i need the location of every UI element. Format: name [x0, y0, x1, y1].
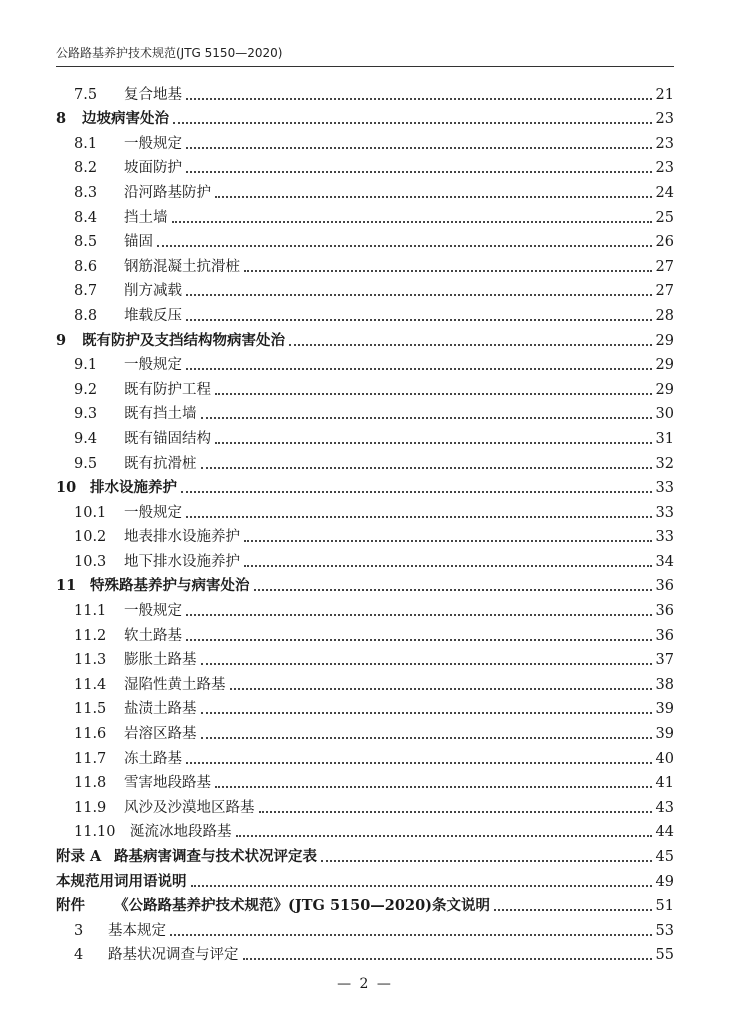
toc-entry[interactable] [56, 818, 674, 843]
toc-entry-title: 风沙及沙漠地区路基 [124, 799, 255, 816]
toc-entry-title: 锚固 [124, 234, 153, 251]
toc-entry-title: 既有防护工程 [124, 381, 211, 398]
toc-entry-number: 3 [74, 922, 84, 939]
toc-leader-dots [186, 613, 652, 616]
toc-entry[interactable] [56, 326, 674, 351]
toc-entry[interactable] [56, 916, 674, 941]
toc-entry-title: 既有锚固结构 [124, 430, 211, 447]
toc-entry[interactable] [56, 572, 674, 597]
toc-entry-page: 44 [655, 824, 674, 841]
toc-entry-page: 23 [655, 160, 674, 177]
toc-entry[interactable] [56, 228, 674, 253]
toc-leader-dots [215, 785, 652, 788]
toc-entry-title: 堆载反压 [124, 307, 182, 324]
toc-entry-number: 附件 [56, 897, 85, 915]
toc-entry-page: 36 [655, 603, 674, 620]
toc-entry-title: 复合地基 [124, 86, 182, 103]
toc-entry-title: 岩溶区路基 [124, 726, 197, 743]
toc-entry-page: 55 [655, 947, 674, 964]
toc-leader-dots [201, 711, 652, 714]
toc-entry-title: 湿陷性黄土路基 [124, 676, 226, 693]
toc-entry-title: 路基状况调查与评定 [108, 947, 239, 964]
toc-entry[interactable] [56, 277, 674, 302]
toc-leader-dots [186, 515, 652, 518]
toc-entry-page: 39 [655, 701, 674, 718]
toc-leader-dots [186, 761, 652, 764]
toc-leader-dots [243, 957, 652, 960]
toc-entry-page: 37 [655, 652, 674, 669]
toc-leader-dots [191, 884, 652, 887]
toc-entry[interactable] [56, 375, 674, 400]
toc-entry-title: 地下排水设施养护 [124, 553, 240, 570]
toc-entry-number: 9.4 [74, 430, 98, 447]
toc-entry[interactable] [56, 744, 674, 769]
toc-entry-page: 45 [655, 849, 674, 865]
toc-leader-dots [215, 392, 652, 395]
toc-entry[interactable] [56, 449, 674, 474]
toc-entry-page: 41 [655, 775, 674, 792]
toc-entry[interactable] [56, 842, 674, 867]
toc-entry-number: 11.2 [74, 627, 107, 644]
toc-entry[interactable] [56, 178, 674, 203]
toc-leader-dots [172, 220, 652, 223]
toc-leader-dots [244, 539, 652, 542]
toc-leader-dots [186, 318, 652, 321]
toc-entry-page: 30 [655, 406, 674, 423]
toc-entry-title: 软土路基 [124, 627, 182, 644]
toc-entry-number: 8.7 [74, 283, 98, 300]
toc-leader-dots [201, 466, 652, 469]
toc-entry-number: 8.4 [74, 209, 98, 226]
toc-entry-title: 一般规定 [124, 504, 182, 521]
toc-entry[interactable] [56, 301, 674, 326]
toc-entry-title: 冻土路基 [124, 750, 182, 767]
toc-entry-page: 29 [655, 332, 674, 349]
toc-entry-number: 8.5 [74, 234, 98, 251]
toc-entry-number: 11.4 [74, 676, 107, 693]
toc-leader-dots [170, 933, 652, 936]
toc-entry[interactable] [56, 474, 674, 499]
toc-entry[interactable] [56, 424, 674, 449]
toc-entry-number: 7.5 [74, 86, 98, 103]
toc-leader-dots [289, 343, 652, 346]
toc-entry-number: 11.9 [74, 799, 107, 816]
toc-entry[interactable] [56, 498, 674, 523]
toc-entry-page: 33 [655, 504, 674, 521]
toc-entry[interactable] [56, 547, 674, 572]
toc-entry-page: 28 [655, 307, 674, 324]
toc-entry-number: 11.5 [74, 701, 107, 718]
toc-entry-number: 11.6 [74, 726, 107, 743]
toc-leader-dots [254, 588, 652, 591]
toc-entry-number: 10 [56, 479, 77, 497]
toc-entry-title: 既有抗滑桩 [124, 455, 197, 472]
toc-entry[interactable] [56, 646, 674, 671]
toc-entry[interactable] [56, 523, 674, 548]
toc-entry-number: 11 [56, 577, 77, 595]
toc-entry-title: 坡面防护 [124, 160, 182, 177]
toc-leader-dots [321, 859, 652, 862]
toc-leader-dots [173, 121, 652, 124]
toc-entry-title: 盐渍土路基 [124, 701, 197, 718]
toc-entry-number: 9 [56, 331, 67, 349]
toc-leader-dots [157, 244, 652, 247]
toc-entry-page: 32 [655, 455, 674, 472]
toc-entry-number: 8.3 [74, 184, 98, 201]
toc-leader-dots [244, 564, 652, 567]
toc-entry[interactable] [56, 867, 674, 892]
toc-entry-number: 附录 A [56, 848, 102, 865]
toc-entry-page: 33 [655, 529, 674, 546]
toc-leader-dots [230, 687, 652, 690]
toc-leader-dots [215, 441, 652, 444]
toc-entry-page: 53 [655, 922, 674, 939]
toc-entry-title: 钢筋混凝土抗滑桩 [124, 258, 240, 275]
toc-entry-number: 8.1 [74, 135, 98, 152]
toc-entry-number: 10.2 [74, 529, 107, 546]
toc-entry-page: 38 [655, 676, 674, 693]
toc-leader-dots [186, 293, 652, 296]
toc-entry-page: 23 [655, 135, 674, 152]
toc-leader-dots [244, 269, 652, 272]
toc-entry-page: 40 [655, 750, 674, 767]
toc-entry-number: 8.6 [74, 258, 98, 275]
toc-entry-page: 26 [655, 234, 674, 251]
toc-leader-dots [186, 170, 652, 173]
toc-entry-page: 33 [655, 480, 674, 497]
toc-entry-title: 挡土墙 [124, 209, 168, 226]
toc-leader-dots [186, 367, 652, 370]
toc-entry-page: 27 [655, 283, 674, 300]
toc-entry-title: 一般规定 [124, 357, 182, 374]
toc-leader-dots [186, 638, 652, 641]
toc-entry-title: 涎流冰地段路基 [130, 824, 232, 841]
toc-entry-page: 29 [655, 357, 674, 374]
toc-entry-number: 4 [74, 947, 84, 964]
toc-entry[interactable] [56, 203, 674, 228]
toc-entry-number: 11.1 [74, 603, 107, 620]
toc-entry-number: 11.3 [74, 652, 107, 669]
toc-leader-dots [494, 908, 652, 911]
toc-entry[interactable] [56, 400, 674, 425]
toc-entry-title: 《公路路基养护技术规范》(JTG 5150—2020)条文说明 [114, 897, 491, 915]
toc-entry-number: 11.7 [74, 750, 107, 767]
toc-leader-dots [181, 490, 652, 493]
toc-entry-page: 34 [655, 553, 674, 570]
toc-leader-dots [236, 834, 652, 837]
toc-entry-number: 8 [56, 110, 67, 128]
toc-entry-page: 21 [655, 86, 674, 103]
toc-entry-title: 基本规定 [108, 922, 166, 939]
toc-leader-dots [259, 810, 652, 813]
toc-entry-page: 23 [655, 111, 674, 128]
toc-entry[interactable] [56, 621, 674, 646]
toc-entry-number: 10.1 [74, 504, 107, 521]
toc-entry[interactable] [56, 941, 674, 966]
toc-entry-page: 29 [655, 381, 674, 398]
toc-entry[interactable] [56, 670, 674, 695]
toc-entry-number: 8.8 [74, 307, 98, 324]
toc-entry-number: 8.2 [74, 160, 98, 177]
toc-entry-page: 27 [655, 258, 674, 275]
page-number: — 2 — [337, 976, 393, 992]
toc-leader-dots [201, 662, 652, 665]
toc-entry-page: 31 [655, 430, 674, 447]
toc-entry-title: 既有挡土墙 [124, 406, 197, 423]
toc-entry-page: 51 [655, 898, 674, 915]
toc-entry-title: 一般规定 [124, 603, 182, 620]
toc-entry-page: 43 [655, 799, 674, 816]
toc-entry[interactable] [56, 695, 674, 720]
toc-entry-number: 9.2 [74, 381, 98, 398]
toc-entry[interactable] [56, 105, 674, 130]
toc-entry-title: 削方减载 [124, 283, 182, 300]
toc-entry-page: 36 [655, 627, 674, 644]
header-rule [56, 66, 674, 67]
toc-leader-dots [186, 146, 652, 149]
toc-entry-title: 边坡病害处治 [82, 110, 169, 128]
toc-entry-number: 9.1 [74, 357, 98, 374]
toc-entry-title: 路基病害调查与技术状况评定表 [114, 848, 317, 865]
toc-entry[interactable] [56, 154, 674, 179]
toc-entry[interactable] [56, 351, 674, 376]
toc-entry-page: 36 [655, 578, 674, 595]
toc-entry[interactable] [56, 793, 674, 818]
toc-leader-dots [201, 416, 652, 419]
toc-entry-number: 11.10 [74, 824, 116, 841]
toc-leader-dots [201, 736, 652, 739]
table-of-contents [56, 80, 674, 965]
toc-entry-page: 25 [655, 209, 674, 226]
toc-entry-number: 10.3 [74, 553, 107, 570]
toc-entry-number: 9.5 [74, 455, 98, 472]
toc-entry[interactable] [56, 719, 674, 744]
toc-entry-title: 一般规定 [124, 135, 182, 152]
toc-entry-page: 24 [655, 184, 674, 201]
toc-entry[interactable] [56, 892, 674, 917]
toc-entry[interactable] [56, 769, 674, 794]
toc-entry-title: 特殊路基养护与病害处治 [90, 577, 250, 595]
toc-entry[interactable] [56, 129, 674, 154]
toc-entry-page: 39 [655, 726, 674, 743]
toc-entry-title: 膨胀土路基 [124, 652, 197, 669]
toc-leader-dots [215, 195, 652, 198]
toc-entry-title: 雪害地段路基 [124, 775, 211, 792]
toc-entry-number: 9.3 [74, 406, 98, 423]
toc-entry-title: 地表排水设施养护 [124, 529, 240, 546]
toc-entry-page: 49 [655, 873, 674, 890]
toc-entry-title: 沿河路基防护 [124, 184, 211, 201]
toc-entry-number: 11.8 [74, 775, 107, 792]
running-header: 公路路基养护技术规范(JTG 5150—2020) [56, 46, 283, 60]
toc-entry[interactable] [56, 596, 674, 621]
toc-entry[interactable] [56, 80, 674, 105]
toc-entry-title: 排水设施养护 [90, 479, 177, 497]
toc-entry[interactable] [56, 252, 674, 277]
toc-entry-title: 既有防护及支挡结构物病害处治 [82, 331, 285, 349]
toc-entry-title: 本规范用词用语说明 [56, 872, 187, 890]
toc-leader-dots [186, 97, 652, 100]
